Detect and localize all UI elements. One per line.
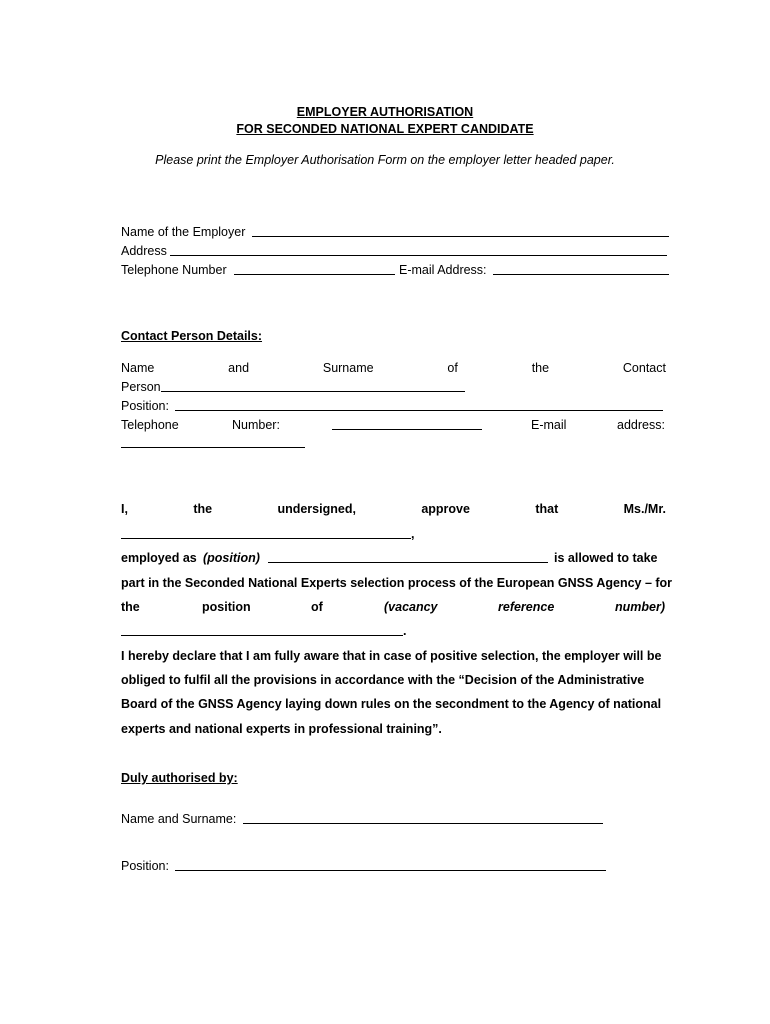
declaration-paragraph-line: I hereby declare that I am fully aware that in case of positive selection, the employer will be: [121, 649, 662, 663]
declaration-word: of: [311, 600, 323, 614]
contact-person-label: Person: [121, 380, 161, 394]
declaration-word: (vacancy: [384, 600, 438, 614]
employer-name-label: Name of the Employer: [121, 225, 246, 239]
declaration-line4: part in the Seconded National Experts selection process of the European GNSS Agency – for: [121, 576, 673, 590]
contact-name-word: Name: [121, 361, 155, 375]
contact-email-field[interactable]: [121, 447, 305, 448]
declaration-word: Ms./Mr.: [623, 502, 666, 516]
contact-name-word: and: [228, 361, 250, 375]
allowed-text: is allowed to take: [554, 551, 658, 565]
declaration-word: approve: [421, 502, 470, 516]
declaration-word: position: [202, 600, 251, 614]
employed-as-text: employed as: [121, 551, 197, 565]
duly-authorised-heading: Duly authorised by:: [121, 771, 238, 785]
declaration-word: number): [615, 600, 665, 614]
employer-telephone-field[interactable]: [234, 274, 395, 275]
declaration-word: I,: [121, 502, 128, 516]
vacancy-period: .: [403, 624, 407, 638]
contact-person-heading: Contact Person Details:: [121, 329, 263, 343]
contact-email-word: address:: [617, 418, 665, 432]
contact-position-field[interactable]: [175, 410, 663, 411]
declaration-row1: [121, 501, 666, 517]
employer-address-field[interactable]: [170, 255, 667, 256]
contact-name-word: Surname: [322, 361, 374, 375]
contact-telephone-word: Telephone: [121, 418, 179, 432]
contact-name-field[interactable]: [161, 391, 465, 392]
declaration-paragraph-line: Board of the GNSS Agency laying down rules on the secondment to the Agency of national: [121, 697, 662, 711]
form-subtitle: FOR SECONDED NATIONAL EXPERT CANDIDATE: [236, 122, 534, 136]
declaration-paragraph-line: obliged to fulfil all the provisions in accordance with the “Decision of the Administrative: [121, 673, 645, 687]
contact-name-word: Contact: [622, 361, 666, 375]
declaration-word: that: [535, 502, 559, 516]
employer-address-label: Address: [121, 244, 167, 258]
authorised-name-field[interactable]: [243, 823, 603, 824]
declaration-word: the: [121, 600, 140, 614]
contact-name-word: of: [447, 361, 458, 375]
declaration-paragraph-line: experts and national experts in professional training”.: [121, 722, 442, 736]
declaration-word: undersigned,: [277, 502, 356, 516]
authorised-position-label: Position:: [121, 859, 169, 873]
form-title: EMPLOYER AUTHORISATION: [296, 105, 474, 119]
employer-name-field[interactable]: [252, 236, 669, 237]
vacancy-reference-field[interactable]: [121, 635, 403, 636]
print-instruction: Please print the Employer Authorisation Form on the employer letter headed paper.: [155, 153, 615, 167]
contact-name-word: the: [531, 361, 550, 375]
employer-email-field[interactable]: [493, 274, 669, 275]
contact-telephone-word: Number:: [232, 418, 280, 432]
candidate-name-field[interactable]: [121, 538, 411, 539]
contact-email-word: E-mail: [531, 418, 567, 432]
authorised-name-label: Name and Surname:: [121, 812, 237, 826]
employed-position-field[interactable]: [268, 562, 548, 563]
employer-telephone-label: Telephone Number: [121, 263, 227, 277]
declaration-word: reference: [498, 600, 555, 614]
candidate-name-comma: ,: [411, 527, 415, 541]
contact-telephone-field[interactable]: [332, 429, 482, 430]
authorised-position-field[interactable]: [175, 870, 606, 871]
position-paren-text: (position): [203, 551, 260, 565]
contact-position-label: Position:: [121, 399, 169, 413]
employer-email-label: E-mail Address:: [399, 263, 487, 277]
declaration-word: the: [193, 502, 213, 516]
contact-name-row: [121, 360, 666, 376]
